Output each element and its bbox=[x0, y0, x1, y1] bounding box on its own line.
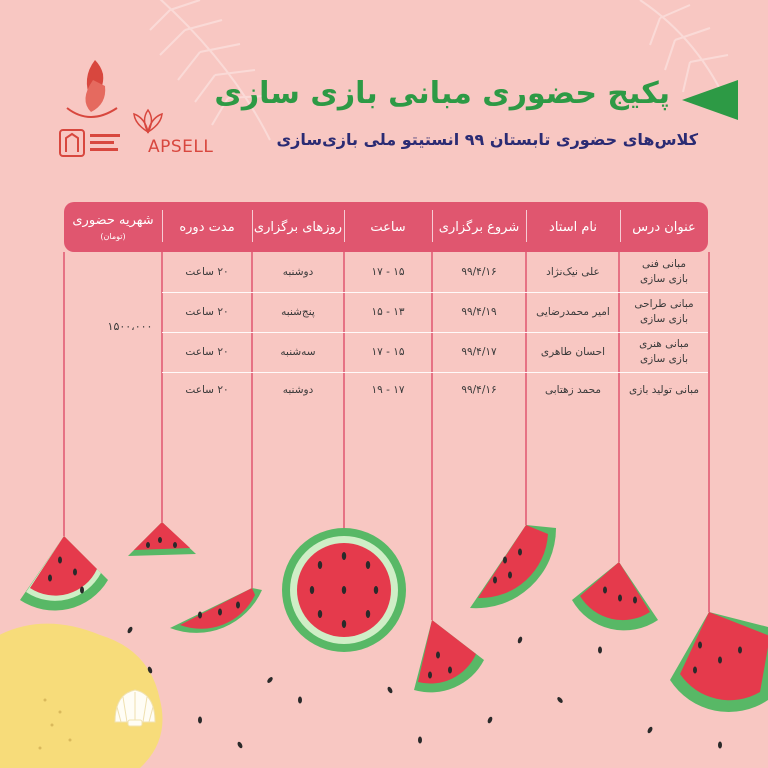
apsell-flower-icon bbox=[134, 110, 162, 132]
cell-hours: ۱۵ - ۱۷ bbox=[371, 346, 405, 358]
cell-teacher: احسان طاهری bbox=[540, 346, 606, 358]
cell-days: دوشنبه bbox=[282, 266, 314, 278]
cell-days: دوشنبه bbox=[282, 384, 314, 396]
cell-days: سه‌شنبه bbox=[280, 346, 316, 358]
festival-logo bbox=[60, 130, 120, 156]
cell-hours: ۱۳ - ۱۵ bbox=[371, 306, 405, 318]
header-course-label: عنوان درس bbox=[632, 219, 696, 235]
cell-course: مبانی طراحی بازی سازی bbox=[634, 298, 694, 325]
flag-ribbon-icon bbox=[682, 80, 738, 120]
cell-course: مبانی تولید بازی bbox=[629, 384, 699, 396]
header-duration-label: مدت دوره bbox=[179, 219, 235, 235]
header-start-label: شروع برگزاری bbox=[438, 219, 520, 235]
header-days-label: روزهای برگزاری bbox=[253, 219, 343, 235]
cell-teacher: محمد زهتابی bbox=[545, 384, 601, 396]
header-divider bbox=[344, 210, 345, 242]
header-duration bbox=[162, 202, 252, 252]
header-divider bbox=[252, 210, 253, 242]
header-price-unit: (تومان) bbox=[100, 232, 126, 241]
watermelon-slice-2 bbox=[128, 522, 196, 556]
watermelon-slice-3 bbox=[170, 588, 262, 633]
cell-teacher: علی نیک‌نژاد bbox=[546, 266, 600, 278]
cell-hours: ۱۵ - ۱۷ bbox=[371, 266, 405, 278]
watermelon-slice-1 bbox=[20, 536, 108, 611]
cell-duration: ۲۰ ساعت bbox=[185, 384, 229, 396]
header-teacher bbox=[526, 202, 620, 252]
page-title: پکیج حضوری مبانی بازی سازی bbox=[214, 76, 670, 111]
header-start bbox=[432, 202, 526, 252]
header-divider bbox=[620, 210, 621, 242]
header-hours bbox=[344, 202, 432, 252]
watermelon-slice-4 bbox=[414, 620, 484, 692]
header-price bbox=[64, 202, 162, 252]
cell-days: پنج‌شنبه bbox=[281, 306, 315, 318]
watermelon-slice-6 bbox=[572, 562, 658, 630]
title-block bbox=[214, 76, 738, 122]
header-hours-label: ساعت bbox=[370, 219, 406, 235]
cell-teacher: امیر محمدرضایی bbox=[536, 306, 610, 318]
cell-start: ۹۹/۴/۱۶ bbox=[461, 266, 497, 278]
cell-start: ۹۹/۴/۱۷ bbox=[461, 346, 497, 358]
institute-logo bbox=[67, 60, 117, 117]
header-price-label: شهریه حضوری bbox=[72, 213, 154, 228]
header-days bbox=[252, 202, 344, 252]
header-divider bbox=[526, 210, 527, 242]
row-divider bbox=[162, 292, 708, 293]
cell-duration: ۲۰ ساعت bbox=[185, 306, 229, 318]
page-subtitle: کلاس‌های حضوری تابستان ۹۹ انستیتو ملی بازی‌سازی bbox=[276, 130, 698, 149]
cell-hours: ۱۷ - ۱۹ bbox=[371, 384, 405, 396]
cell-start: ۹۹/۴/۱۹ bbox=[461, 306, 497, 318]
row-divider bbox=[162, 372, 708, 373]
cell-duration: ۲۰ ساعت bbox=[185, 266, 229, 278]
header-teacher-label: نام استاد bbox=[549, 219, 597, 235]
cell-start: ۹۹/۴/۱۶ bbox=[461, 384, 497, 396]
watermelon-slice-5 bbox=[470, 525, 556, 608]
apsell-logo-text: APSELL bbox=[148, 137, 214, 157]
row-divider bbox=[162, 332, 708, 333]
cell-price: ۱۵۰۰،۰۰۰ bbox=[107, 320, 153, 333]
cell-course: مبانی هنری بازی سازی bbox=[639, 338, 689, 365]
header-divider bbox=[162, 210, 163, 242]
cell-course: مبانی فنی بازی سازی bbox=[639, 258, 689, 285]
cell-duration: ۲۰ ساعت bbox=[185, 346, 229, 358]
header-course bbox=[620, 202, 708, 252]
header-divider bbox=[432, 210, 433, 242]
